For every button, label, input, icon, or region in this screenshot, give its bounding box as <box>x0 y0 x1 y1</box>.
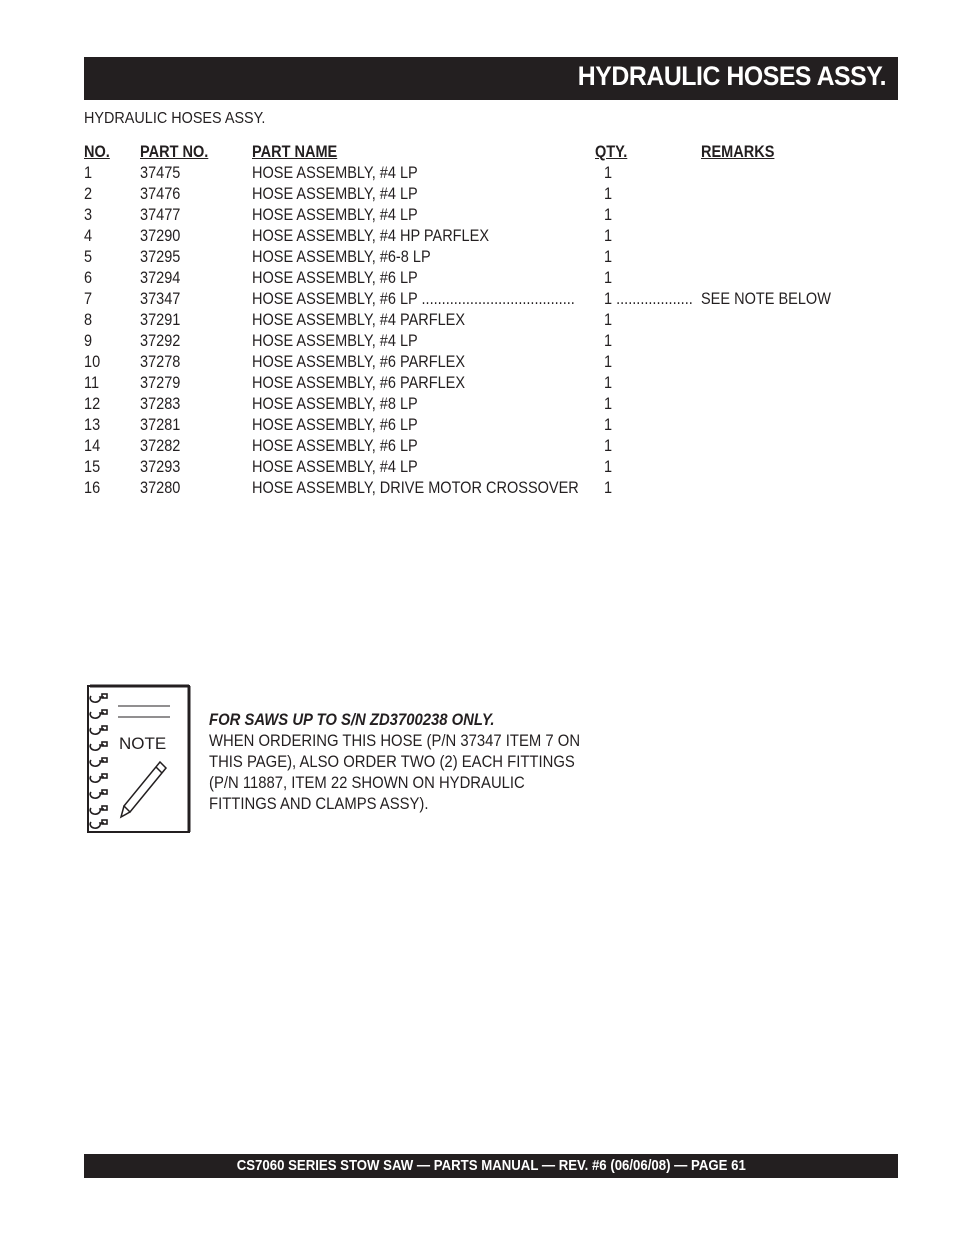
row-no: 12 <box>84 395 101 413</box>
row-no: 6 <box>84 269 93 287</box>
row-part-name: HOSE ASSEMBLY, #4 HP PARFLEX <box>252 227 490 245</box>
table-row <box>84 394 884 415</box>
row-qty: 1 ................... <box>604 290 693 308</box>
row-no: 8 <box>84 311 93 329</box>
table-row <box>84 457 884 478</box>
note-line: FITTINGS AND CLAMPS ASSY). <box>209 795 429 813</box>
row-part-no: 37293 <box>140 458 181 476</box>
row-no: 4 <box>84 227 93 245</box>
row-part-no: 37291 <box>140 311 181 329</box>
row-qty: 1 <box>604 353 613 371</box>
row-no: 5 <box>84 248 93 266</box>
table-header <box>84 142 884 163</box>
row-part-name: HOSE ASSEMBLY, #6 LP <box>252 437 418 455</box>
row-part-no: 37475 <box>140 164 181 182</box>
table-row <box>84 289 884 310</box>
row-no: 2 <box>84 185 93 203</box>
note-heading: FOR SAWS UP TO S/N ZD3700238 ONLY. <box>209 711 495 729</box>
row-part-name: HOSE ASSEMBLY, #6 PARFLEX <box>252 353 466 371</box>
row-part-name: HOSE ASSEMBLY, DRIVE MOTOR CROSSOVER <box>252 479 579 497</box>
header-remarks: REMARKS <box>701 143 775 161</box>
table-row <box>84 205 884 226</box>
note-text <box>209 710 621 815</box>
row-qty: 1 <box>604 164 613 182</box>
header-qty: QTY. <box>595 143 628 161</box>
row-qty: 1 <box>604 479 613 497</box>
row-remarks: SEE NOTE BELOW <box>701 290 831 308</box>
row-part-no: 37290 <box>140 227 181 245</box>
row-part-name: HOSE ASSEMBLY, #8 LP <box>252 395 418 413</box>
table-row <box>84 163 884 184</box>
row-qty: 1 <box>604 458 613 476</box>
table-row <box>84 352 884 373</box>
note-line: THIS PAGE), ALSO ORDER TWO (2) EACH FITTINGS <box>209 753 575 771</box>
note-icon-label: NOTE <box>119 734 167 753</box>
row-qty: 1 <box>604 206 613 224</box>
note-icon <box>82 684 192 834</box>
row-part-name: HOSE ASSEMBLY, #4 LP <box>252 164 418 182</box>
row-no: 9 <box>84 332 93 350</box>
row-part-no: 37295 <box>140 248 181 266</box>
row-part-name: HOSE ASSEMBLY, #4 LP <box>252 332 418 350</box>
table-row <box>84 310 884 331</box>
row-part-no: 37280 <box>140 479 181 497</box>
table-row <box>84 415 884 436</box>
row-part-no: 37294 <box>140 269 181 287</box>
row-qty: 1 <box>604 311 613 329</box>
row-part-no: 37283 <box>140 395 181 413</box>
row-qty: 1 <box>604 416 613 434</box>
row-no: 11 <box>84 374 100 392</box>
row-qty: 1 <box>604 185 613 203</box>
header-no: NO. <box>84 143 110 161</box>
row-no: 7 <box>84 290 93 308</box>
row-part-name: HOSE ASSEMBLY, #6 PARFLEX <box>252 374 466 392</box>
row-no: 14 <box>84 437 101 455</box>
parts-table <box>84 142 884 499</box>
row-part-name: HOSE ASSEMBLY, #4 LP <box>252 458 418 476</box>
row-part-name: HOSE ASSEMBLY, #6 LP ...................................... <box>252 290 575 308</box>
note-line: (P/N 11887, ITEM 22 SHOWN ON HYDRAULIC <box>209 774 525 792</box>
table-row <box>84 331 884 352</box>
row-part-name: HOSE ASSEMBLY, #6-8 LP <box>252 248 431 266</box>
row-part-name: HOSE ASSEMBLY, #4 LP <box>252 206 418 224</box>
row-part-name: HOSE ASSEMBLY, #6 LP <box>252 269 418 287</box>
table-row <box>84 184 884 205</box>
row-no: 10 <box>84 353 101 371</box>
row-no: 15 <box>84 458 101 476</box>
row-part-no: 37476 <box>140 185 181 203</box>
table-row <box>84 268 884 289</box>
footer-bar <box>84 1154 898 1178</box>
row-part-no: 37477 <box>140 206 181 224</box>
row-part-no: 37279 <box>140 374 181 392</box>
section-title: HYDRAULIC HOSES ASSY. <box>84 110 266 127</box>
table-row <box>84 478 884 499</box>
header-part-name: PART NAME <box>252 143 338 161</box>
row-qty: 1 <box>604 248 613 266</box>
row-no: 1 <box>84 164 93 182</box>
row-qty: 1 <box>604 227 613 245</box>
header-part-no: PART NO. <box>140 143 209 161</box>
table-row <box>84 247 884 268</box>
row-part-no: 37281 <box>140 416 181 434</box>
row-part-no: 37282 <box>140 437 181 455</box>
row-part-no: 37347 <box>140 290 181 308</box>
note-line: WHEN ORDERING THIS HOSE (P/N 37347 ITEM 7 ON <box>209 732 581 750</box>
table-row <box>84 436 884 457</box>
table-body <box>84 163 884 499</box>
row-no: 13 <box>84 416 101 434</box>
table-row <box>84 373 884 394</box>
row-part-name: HOSE ASSEMBLY, #4 LP <box>252 185 418 203</box>
table-row <box>84 226 884 247</box>
footer-text: CS7060 SERIES STOW SAW — PARTS MANUAL — REV. #6 (06/06/08) — PAGE 61 <box>236 1157 746 1174</box>
row-no: 3 <box>84 206 93 224</box>
row-part-name: HOSE ASSEMBLY, #4 PARFLEX <box>252 311 466 329</box>
title-bar <box>84 57 898 100</box>
row-qty: 1 <box>604 395 613 413</box>
row-qty: 1 <box>604 437 613 455</box>
row-qty: 1 <box>604 332 613 350</box>
row-qty: 1 <box>604 269 613 287</box>
row-qty: 1 <box>604 374 613 392</box>
row-part-no: 37292 <box>140 332 181 350</box>
row-no: 16 <box>84 479 101 497</box>
row-part-name: HOSE ASSEMBLY, #6 LP <box>252 416 418 434</box>
row-part-no: 37278 <box>140 353 181 371</box>
page-title: HYDRAULIC HOSES ASSY. <box>577 61 886 91</box>
